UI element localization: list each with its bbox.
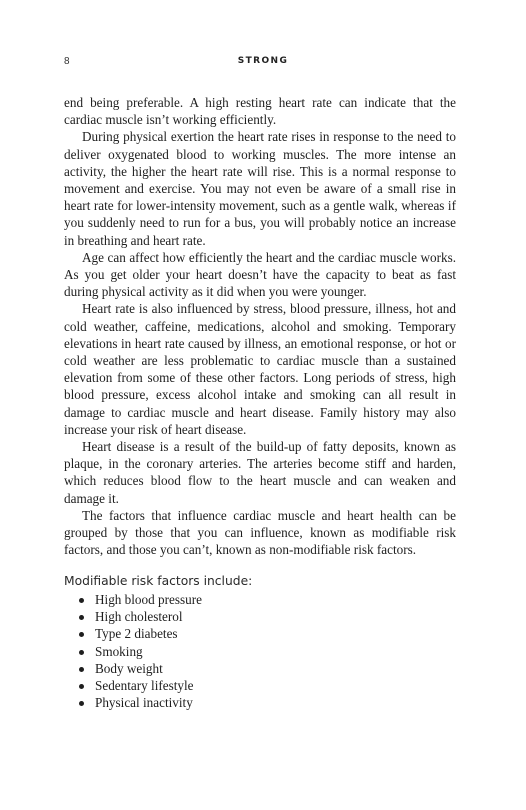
paragraph: Heart disease is a result of the build-up of fatty deposits, known as plaque, in the coronary arteries. The arteries become stiff and harden, which reduces blood flow to the heart muscle and can weaken and damage it. bbox=[64, 439, 456, 506]
list-item-label: High cholesterol bbox=[95, 609, 183, 625]
paragraph: Heart rate is also influenced by stress, blood pressure, illness, hot and cold weather, caffeine, medications, alcohol and smoking. Temporary elevations in heart rate caused by illness, an emotional response, or hot or cold weather are less problematic to cardiac muscle than a sustained elevation from some of these other factors. Long periods of stress, high blood pressure, excess alcohol intake and smoking can all result in damage to cardiac muscle and heart disease. Family history may also increase your risk of heart disease. bbox=[64, 301, 456, 437]
list-item-label: Physical inactivity bbox=[95, 695, 193, 711]
list-item bbox=[64, 643, 202, 660]
bullet-icon bbox=[79, 598, 84, 603]
page-header bbox=[64, 56, 462, 72]
paragraph: During physical exertion the heart rate rises in response to the need to deliver oxygenated blood to working muscles. The more intense an activity, the higher the heart rate will rise. This is a normal response to movement and exercise. You may not even be aware of a small rise in heart rate for lower-intensity movement, such as a gentle walk, whereas if you suddenly need to run for a bus, you will probably notice an increase in breathing and heart rate. bbox=[64, 129, 456, 248]
risk-factor-list bbox=[64, 591, 202, 711]
list-item-label: Smoking bbox=[95, 643, 143, 659]
bullet-icon bbox=[79, 684, 84, 689]
list-heading: Modifiable risk factors include: bbox=[64, 574, 253, 588]
list-item bbox=[64, 677, 202, 694]
bullet-icon bbox=[79, 701, 84, 706]
body-text bbox=[64, 94, 456, 558]
list-item bbox=[64, 591, 202, 608]
running-head: STRONG bbox=[237, 56, 289, 66]
bullet-icon bbox=[79, 667, 84, 672]
bullet-icon bbox=[79, 650, 84, 655]
bullet-icon bbox=[79, 615, 84, 620]
list-item bbox=[64, 660, 202, 677]
list-item-label: High blood pressure bbox=[95, 592, 202, 607]
paragraph: Age can affect how efficiently the heart and the cardiac muscle works. As you get older your heart doesn’t have the capacity to beat as fast during physical activity as it did when you were younger. bbox=[64, 249, 456, 300]
paragraph: The factors that influence cardiac muscle and heart health can be grouped by those that you can influence, known as modifiable risk factors, and those you can’t, known as non-modifiable risk factors. bbox=[64, 507, 456, 558]
page-number: 8 bbox=[64, 56, 70, 67]
list-item bbox=[64, 625, 202, 642]
list-item bbox=[64, 608, 202, 625]
list-item-label: Type 2 diabetes bbox=[95, 626, 178, 642]
list-item-label: Sedentary lifestyle bbox=[95, 678, 194, 694]
list-item-label: Body weight bbox=[95, 660, 163, 676]
paragraph: end being preferable. A high resting heart rate can indicate that the cardiac muscle isn’t working efficiently. bbox=[64, 95, 456, 128]
bullet-icon bbox=[79, 632, 84, 637]
list-item bbox=[64, 694, 202, 711]
